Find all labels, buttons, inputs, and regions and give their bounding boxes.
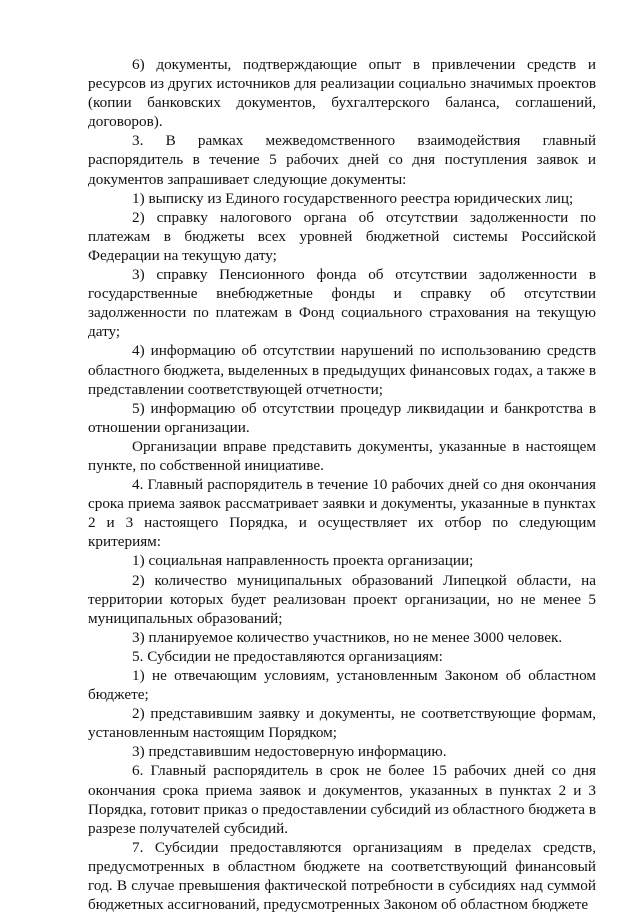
paragraph-clause-6: 6. Главный распорядитель в срок не более 15 рабочих дней со дня окончания срока приема заявок и документов, указанных в пунктах 2 и 3 Порядка, готовит приказ о предоставлении субсидий из областного бюджета в разрезе получателей субсидий.: [88, 762, 596, 837]
paragraph-criterion-3: 3) планируемое количество участников, но не менее 3000 человек.: [132, 628, 563, 646]
paragraph-item-6-documents: 6) документы, подтверждающие опыт в привлечении средств и ресурсов из других источников для реализации социально значимых проектов (копии банковских документов, бухгалтерского баланса, соглашений, договоров).: [88, 56, 596, 131]
paragraph-refusal-3: 3) представившим недостоверную информацию.: [132, 743, 447, 761]
paragraph-clause-4: 4. Главный распорядитель в течение 10 рабочих дней со дня окончания срока приема заявок рассматривает заявки и документы, указанные в пунктах 2 и 3 настоящего Порядка, и осуществляет их отбор по следующим критериям:: [88, 476, 596, 551]
paragraph-own-initiative: Организации вправе представить документы, указанные в настоящем пункте, по собственной инициативе.: [88, 437, 596, 474]
paragraph-criterion-2: 2) количество муниципальных образований Липецкой области, на территории которых будет реализован проект организации, но не менее 5 муниципальных образований;: [88, 571, 596, 627]
paragraph-clause-7: 7. Субсидии предоставляются организациям в пределах средств, предусмотренных в областном бюджете на соответствующий финансовый год. В случае превышения фактической потребности в субсидиях над суммой бюджетных ассигнований, предусмотренных Законом об областном бюджете: [88, 838, 596, 914]
paragraph-item-5-liquidation-info: 5) информацию об отсутствии процедур ликвидации и банкротства в отношении организации.: [88, 399, 596, 436]
paragraph-item-1-extract: 1) выписку из Единого государственного реестра юридических лиц;: [132, 189, 574, 207]
paragraph-clause-5: 5. Субсидии не предоставляются организациям:: [132, 647, 443, 665]
paragraph-item-3-pension-certificate: 3) справку Пенсионного фонда об отсутствии задолженности в государственные внебюджетные фонды и справку об отсутствии задолженности по платежам в Фонд социального страхования на текущую дату;: [88, 266, 596, 341]
paragraph-item-2-tax-certificate: 2) справку налогового органа об отсутствии задолженности по платежам в бюджеты всех уровней бюджетной системы Российской Федерации на текущую дату;: [88, 208, 596, 264]
paragraph-clause-3: 3. В рамках межведомственного взаимодействия главный распорядитель в течение 5 рабочих дней со дня поступления заявок и документов запрашивает следующие документы:: [88, 132, 596, 188]
document-body: [88, 55, 596, 914]
paragraph-item-4-violations-info: 4) информацию об отсутствии нарушений по использованию средств областного бюджета, выделенных в предыдущих финансовых годах, а также в представлении соответствующей отчетности;: [88, 342, 596, 398]
paragraph-criterion-1: 1) социальная направленность проекта организации;: [132, 552, 474, 570]
paragraph-refusal-1: 1) не отвечающим условиям, установленным Законом об областном бюджете;: [88, 667, 596, 704]
paragraph-refusal-2: 2) представившим заявку и документы, не соответствующие формам, установленным настоящим Порядком;: [88, 705, 596, 742]
